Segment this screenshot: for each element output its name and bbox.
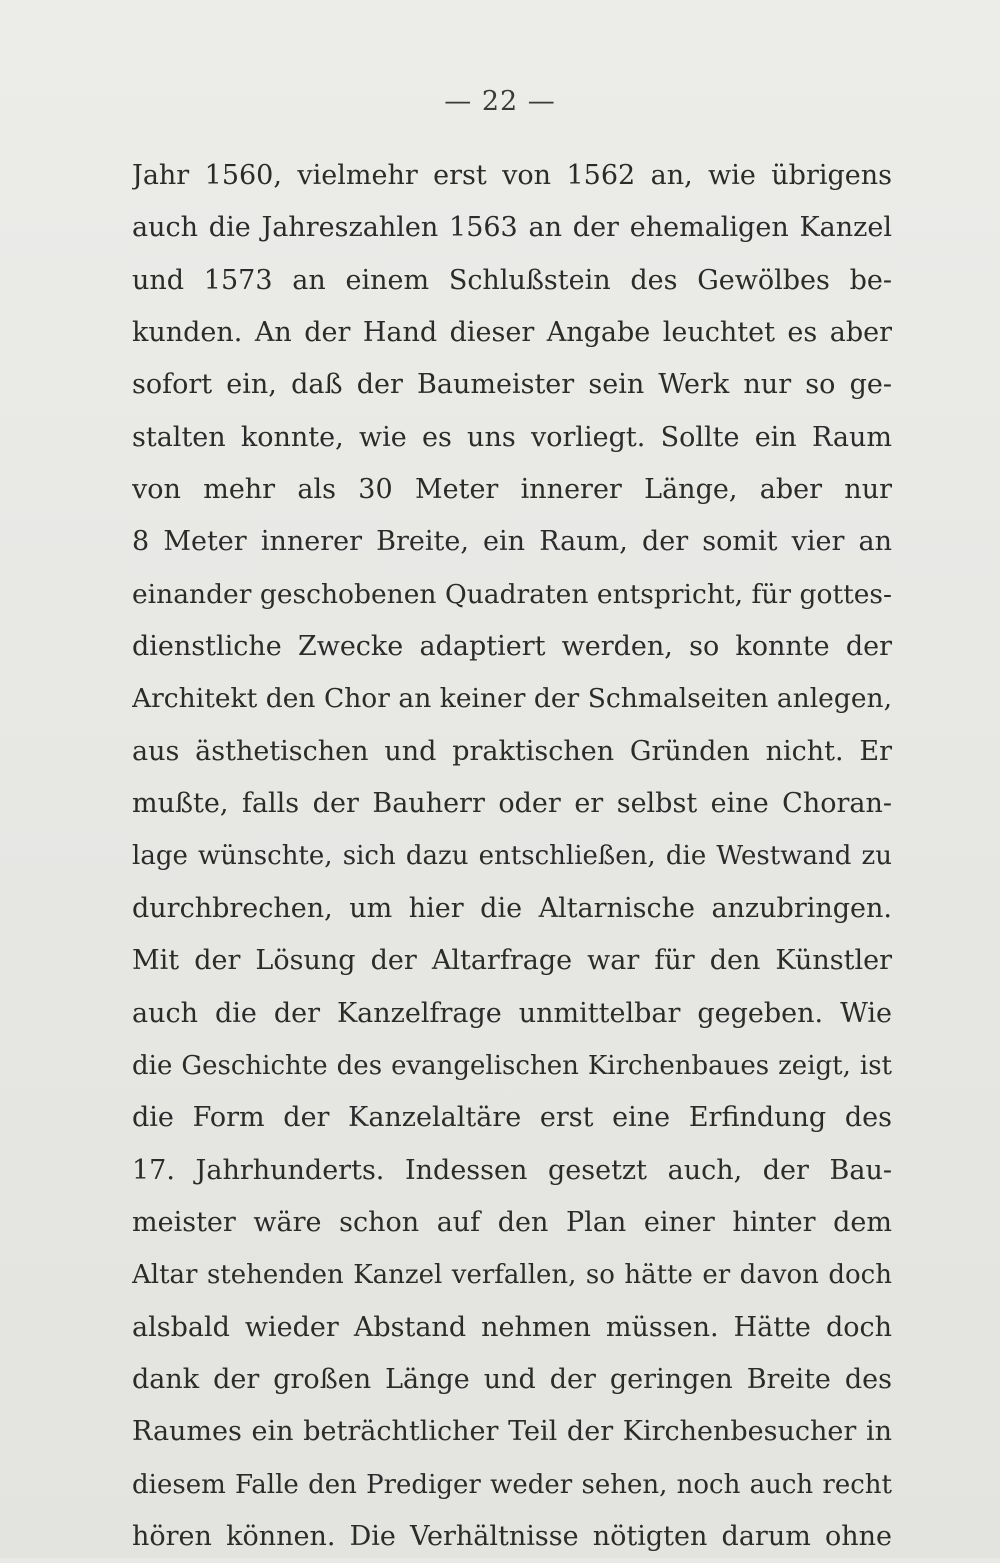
text-line: dienstliche Zwecke adaptiert werden, so konnte der	[132, 631, 892, 663]
text-line: einander geschobenen Quadraten entspricht, für gottes-	[132, 578, 892, 610]
text-line: Altar stehenden Kanzel verfallen, so hätte er davon doch	[132, 1260, 892, 1291]
text-line: sofort ein, daß der Baumeister sein Werk nur so ge-	[132, 369, 892, 401]
text-line: die Geschichte des evangelischen Kirchenbaues zeigt, ist	[132, 1050, 892, 1081]
text-line: Architekt den Chor an keiner der Schmalseiten anlegen,	[132, 683, 892, 715]
text-line: die Form der Kanzelaltäre erst eine Erfindung des	[132, 1102, 892, 1134]
text-line: kunden. An der Hand dieser Angabe leuchtet es aber	[132, 317, 892, 349]
text-line: diesem Falle den Prediger weder sehen, noch auch recht	[132, 1469, 892, 1500]
text-line: Mit der Lösung der Altarfrage war für den Künstler	[132, 945, 892, 977]
text-line: auch die Jahreszahlen 1563 an der ehemaligen Kanzel	[132, 212, 892, 244]
page-number: — 22 —	[444, 86, 556, 117]
text-line: 17. Jahrhunderts. Indessen gesetzt auch, der Bau-	[132, 1154, 892, 1186]
text-line: mußte, falls der Bauherr oder er selbst eine Choran-	[132, 788, 892, 820]
text-line: von mehr als 30 Meter innerer Länge, aber nur	[132, 474, 892, 506]
text-line: lage wünschte, sich dazu entschließen, die Westwand zu	[132, 841, 892, 872]
text-line: alsbald wieder Abstand nehmen müssen. Hätte doch	[132, 1311, 892, 1343]
text-line: hören können. Die Verhältnisse nötigten darum ohne	[132, 1520, 892, 1552]
text-line: und 1573 an einem Schlußstein des Gewölbes be-	[132, 264, 892, 296]
text-line: auch die der Kanzelfrage unmittelbar gegeben. Wie	[132, 997, 892, 1029]
text-line: 8 Meter innerer Breite, ein Raum, der somit vier an	[132, 526, 892, 558]
text-line: Raumes ein beträchtlicher Teil der Kirchenbesucher in	[132, 1416, 892, 1448]
text-line: stalten konnte, wie es uns vorliegt. Sollte ein Raum	[132, 421, 892, 453]
text-line: dank der großen Länge und der geringen Breite des	[132, 1363, 892, 1395]
text-line: aus ästhetischen und praktischen Gründen nicht. Er	[132, 735, 892, 767]
text-line: durchbrechen, um hier die Altarnische anzubringen.	[132, 892, 892, 924]
text-line: Jahr 1560, vielmehr erst von 1562 an, wie übrigens	[132, 160, 892, 191]
text-line: meister wäre schon auf den Plan einer hinter dem	[132, 1206, 892, 1238]
body-text	[132, 150, 892, 1563]
